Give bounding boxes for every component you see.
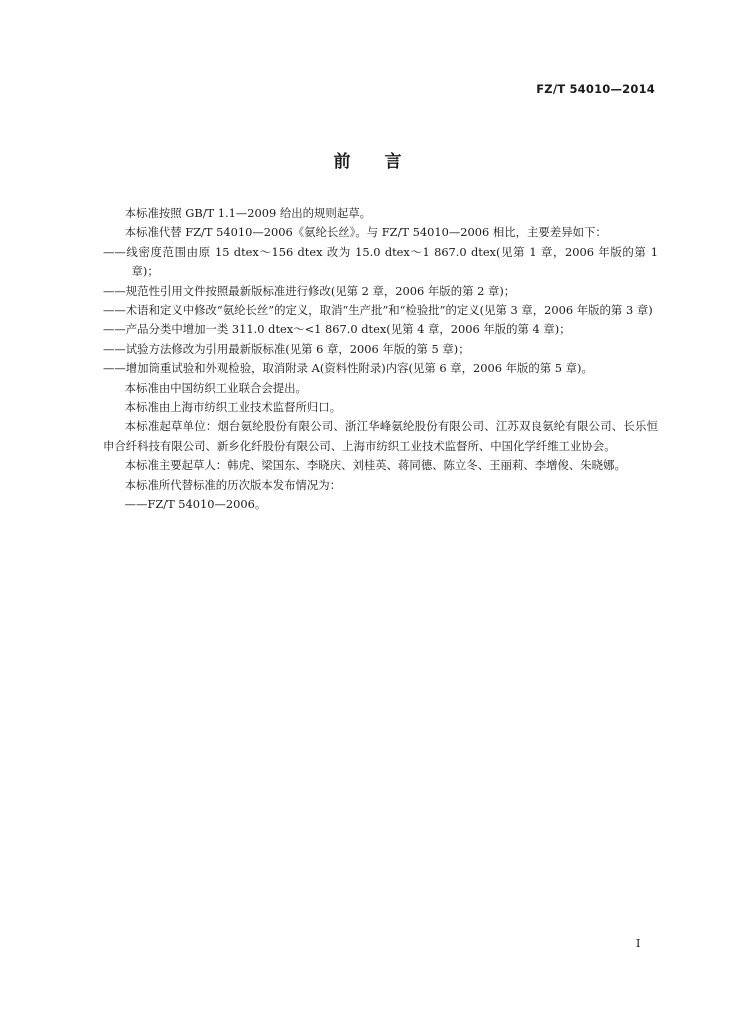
drafting-rule-paragraph: 本标准按照 GB/T 1.1—2009 给出的规则起草。 [124, 206, 371, 220]
change-item: ——试验方法修改为引用最新版标准(见第 6 章，2006 年版的第 5 章)； [103, 341, 470, 356]
change-item: ——线密度范围由原 15 dtex～156 dtex 改为 15.0 dtex～1 867.0 dtex(见第 1 章，2006 年版的第 1 章)； [103, 244, 658, 279]
replacement-paragraph: 本标准代替 FZ/T 54010—2006《氨纶长丝》。与 FZ/T 54010—2006 相比，主要差异如下： [124, 225, 607, 240]
administration-paragraph: 本标准由上海市纺织工业技术监督所归口。 [124, 400, 342, 415]
drafters-paragraph: 本标准主要起草人：韩虎、梁国东、李晓庆、刘桂英、蒋同德、陈立冬、王丽莉、李增俊、朱晓娜。 [124, 458, 626, 473]
standard-code: FZ/T 54010—2014 [536, 82, 655, 96]
change-item: ——产品分类中增加一类 311.0 dtex～<1 867.0 dtex(见第 4 章，2006 年版的第 4 章)； [103, 322, 571, 337]
drafting-units-paragraph: 本标准起草单位：烟台氨纶股份有限公司、浙江华峰氨纶股份有限公司、江苏双良氨纶有限公司、长乐恒申合纤科技有限公司、新乡化纤股份有限公司、上海市纺织工业技术监督所、中国化学纤维工业协会。 [103, 419, 658, 453]
change-item: ——规范性引用文件按照最新版标准进行修改(见第 2 章，2006 年版的第 2 章)； [103, 283, 516, 298]
page-number: I [636, 937, 641, 950]
change-item: ——术语和定义中修改“氨纶长丝”的定义，取消“生产批”和“检验批”的定义(见第 3 章，2006 年版的第 3 章) [103, 303, 653, 318]
foreword-body [103, 204, 658, 515]
change-item: ——增加筒重试验和外观检验，取消附录 A(资料性附录)内容(见第 6 章，2006 年版的第 5 章)。 [103, 361, 593, 376]
page-title: 前言 [333, 152, 436, 172]
history-item: ——FZ/T 54010—2006。 [124, 497, 267, 512]
proposer-paragraph: 本标准由中国纺织工业联合会提出。 [124, 380, 307, 395]
history-intro-paragraph: 本标准所代替标准的历次版本发布情况为： [124, 477, 342, 492]
